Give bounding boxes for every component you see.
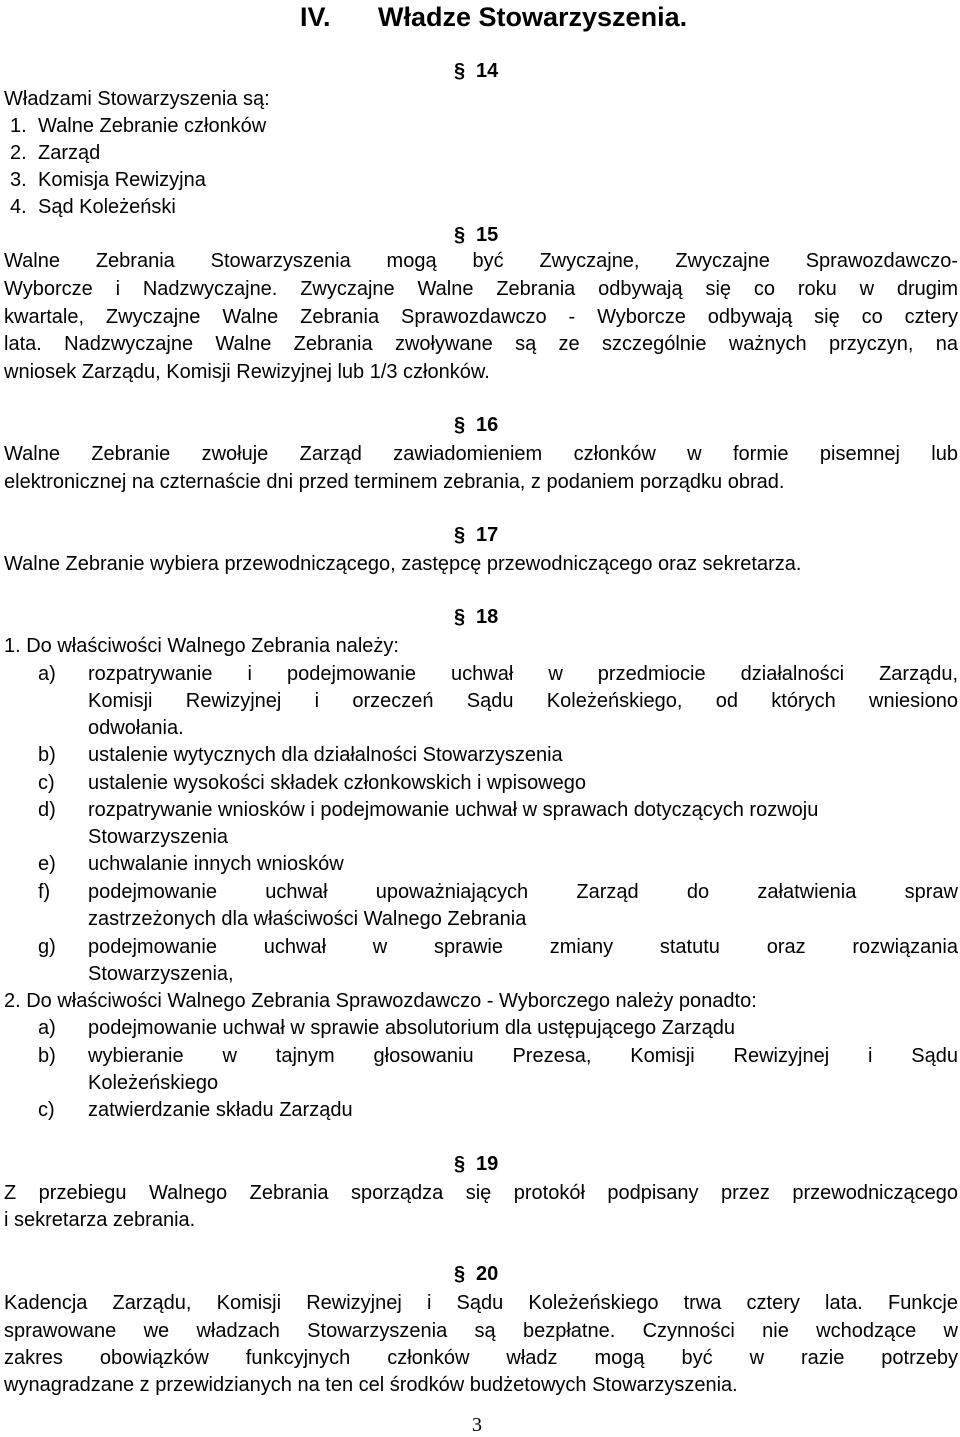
p18-b-label: b) [38, 744, 56, 766]
p20-line-2: sprawowane we władzach Stowarzyszenia są bezpłatne. Czynności nie wchodzące w [4, 1320, 958, 1342]
p17-line-1: Walne Zebranie wybiera przewodniczącego, zastępcę przewodniczącego oraz sekretarza. [4, 553, 802, 575]
p14-item-1-num: 1. [10, 115, 27, 137]
p18-2b-line-1: wybieranie w tajnym głosowaniu Prezesa, Komisji Rewizyjnej i Sądu [88, 1045, 958, 1067]
section-number: 16 [476, 414, 499, 436]
p18-c-line-1: ustalenie wysokości składek członkowskich i wpisowego [88, 772, 586, 794]
p18-point-1-heading: 1. Do właściwości Walnego Zebrania należy: [4, 635, 399, 657]
p19-line-1: Z przebiegu Walnego Zebrania sporządza się protokół podpisany przez przewodniczącego [4, 1182, 958, 1204]
p18-d-label: d) [38, 799, 56, 821]
section-symbol: § [454, 524, 466, 546]
section-19-heading [454, 1153, 498, 1176]
p18-2c-line-1: zatwierdzanie składu Zarządu [88, 1099, 353, 1121]
p14-item-1: Walne Zebranie członków [38, 115, 267, 137]
p18-a-line-2: Komisji Rewizyjnej i orzeczeń Sądu Koleżeńskiego, od których wniesiono [88, 690, 958, 712]
p18-e-line-1: uchwalanie innych wniosków [88, 853, 344, 875]
p14-item-4: Sąd Koleżeński [38, 196, 176, 218]
p16-line-2: elektronicznej na czternaście dni przed terminem zebrania, z podaniem porządku obrad. [4, 471, 785, 493]
page-number: 3 [472, 1414, 482, 1436]
p18-2b-line-2: Koleżeńskiego [88, 1072, 219, 1094]
section-15-heading [454, 224, 498, 247]
p15-line-1: Walne Zebrania Stowarzyszenia mogą być Zwyczajne, Zwyczajne Sprawozdawczo- [4, 250, 958, 272]
p18-f-line-2: zastrzeżonych dla właściwości Walnego Zebrania [88, 908, 527, 930]
p14-intro: Władzami Stowarzyszenia są: [4, 88, 270, 110]
chapter-number: IV. [300, 2, 331, 32]
p18-e-label: e) [38, 853, 56, 875]
p20-line-4: wynagradzane z przewidzianych na ten cel środków budżetowych Stowarzyszenia. [4, 1374, 738, 1396]
p18-2a-label: a) [38, 1017, 56, 1039]
chapter-title-text: Władze Stowarzyszenia. [378, 2, 688, 32]
p18-2c-label: c) [38, 1099, 55, 1121]
p14-item-2: Zarząd [38, 142, 101, 164]
p18-point-2-heading: 2. Do właściwości Walnego Zebrania Sprawozdawczo - Wyborczego należy ponadto: [4, 990, 757, 1012]
p16-line-1: Walne Zebranie zwołuje Zarząd zawiadomieniem członków w formie pisemnej lub [4, 443, 958, 465]
p18-a-line-1: rozpatrywanie i podejmowanie uchwał w przedmiocie działalności Zarządu, [88, 663, 958, 685]
section-18-heading [454, 606, 498, 629]
p18-a-label: a) [38, 663, 56, 685]
p15-line-5: wniosek Zarządu, Komisji Rewizyjnej lub 1/3 członków. [4, 361, 490, 383]
p18-a-line-3: odwołania. [88, 717, 184, 739]
p18-b-line-1: ustalenie wytycznych dla działalności Stowarzyszenia [88, 744, 563, 766]
p18-g-line-2: Stowarzyszenia, [88, 963, 234, 985]
section-number: 20 [476, 1263, 499, 1285]
section-number: 15 [476, 224, 499, 246]
section-symbol: § [454, 606, 466, 628]
p18-c-label: c) [38, 772, 55, 794]
p14-item-3: Komisja Rewizyjna [38, 169, 206, 191]
section-14-heading [454, 60, 498, 83]
p14-item-3-num: 3. [10, 169, 27, 191]
section-number: 18 [476, 606, 499, 628]
p20-line-1: Kadencja Zarządu, Komisji Rewizyjnej i Sądu Koleżeńskiego trwa cztery lata. Funkcje [4, 1292, 958, 1314]
p18-d-line-2: Stowarzyszenia [88, 826, 229, 848]
p14-item-2-num: 2. [10, 142, 27, 164]
section-16-heading [454, 414, 498, 437]
section-number: 19 [476, 1153, 499, 1175]
p18-2b-label: b) [38, 1045, 56, 1067]
p18-g-line-1: podejmowanie uchwał w sprawie zmiany statutu oraz rozwiązania [88, 936, 958, 958]
p18-f-line-1: podejmowanie uchwał upoważniających Zarząd do załatwienia spraw [88, 881, 958, 903]
section-17-heading [454, 524, 498, 547]
p14-item-4-num: 4. [10, 196, 27, 218]
section-symbol: § [454, 224, 466, 246]
section-number: 14 [476, 60, 499, 82]
p20-line-3: zakres obowiązków funkcyjnych członków władz mogą być w razie potrzeby [4, 1347, 958, 1369]
section-symbol: § [454, 1263, 466, 1285]
p18-g-label: g) [38, 936, 56, 958]
p15-line-4: lata. Nadzwyczajne Walne Zebrania zwoływane są ze szczególnie ważnych przyczyn, na [4, 333, 958, 355]
p15-line-2: Wyborcze i Nadzwyczajne. Zwyczajne Walne Zebrania odbywają się co roku w drugim [4, 278, 958, 300]
section-symbol: § [454, 60, 466, 82]
p18-d-line-1: rozpatrywanie wniosków i podejmowanie uchwał w sprawach dotyczących rozwoju [88, 799, 819, 821]
p19-line-2: i sekretarza zebrania. [4, 1209, 196, 1231]
chapter-title [300, 2, 687, 33]
section-symbol: § [454, 1153, 466, 1175]
section-symbol: § [454, 414, 466, 436]
p18-f-label: f) [38, 881, 51, 903]
p18-2a-line-1: podejmowanie uchwał w sprawie absolutorium dla ustępującego Zarządu [88, 1017, 736, 1039]
p15-line-3: kwartale, Zwyczajne Walne Zebrania Sprawozdawczo - Wyborcze odbywają się co cztery [4, 306, 958, 328]
section-number: 17 [476, 524, 499, 546]
section-20-heading [454, 1263, 498, 1286]
